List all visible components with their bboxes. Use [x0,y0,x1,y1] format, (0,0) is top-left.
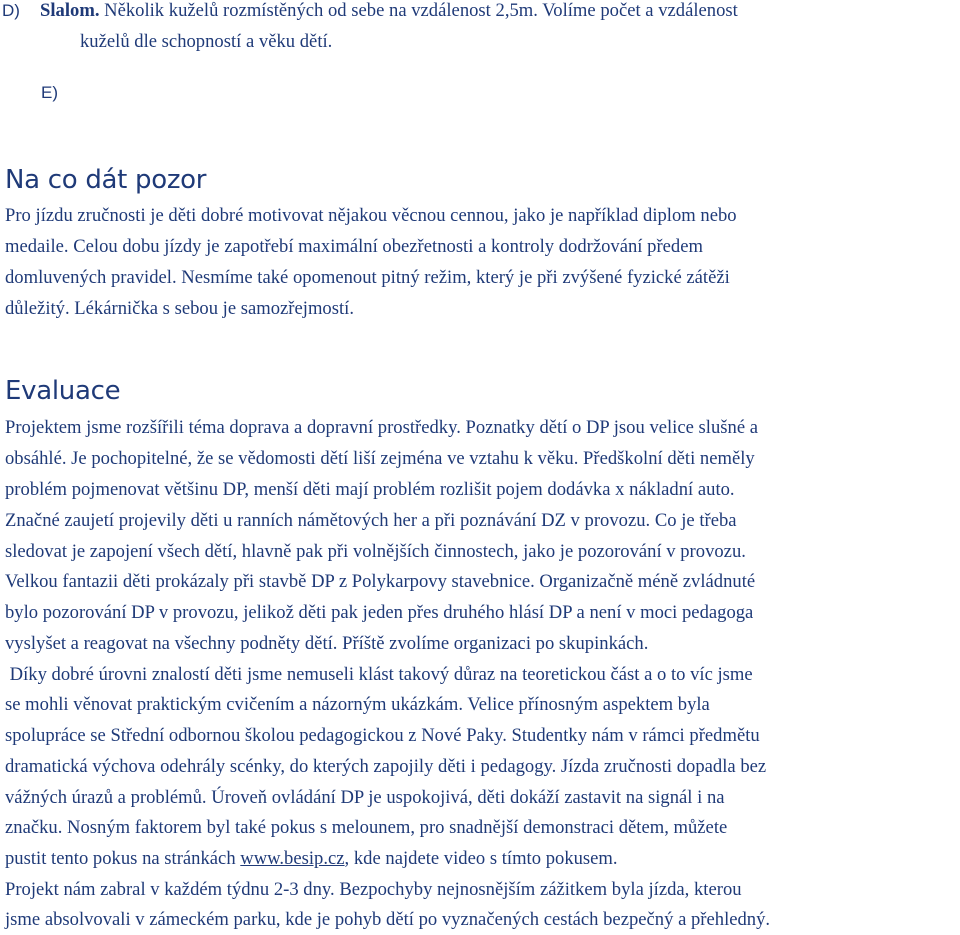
paragraph-line: obsáhlé. Je pochopitelné, že se vědomosti dětí liší zejména ve vztahu k věku. Předškolní děti neměly [5,448,755,469]
paragraph-line: domluvených pravidel. Nesmíme také opomenout pitný režim, který je při zvýšené fyzické zátěži [5,267,730,288]
paragraph-line: jsme absolvovali v zámeckém parku, kde je pohyb dětí po vyznačených cestách bezpečný a přehledný. [5,909,771,930]
list-item-d-text-continued: kuželů dle schopností a věku dětí. [80,31,333,52]
link-line-before: pustit tento pokus na stránkách [5,848,241,869]
paragraph-line: Projektem jsme rozšířili téma doprava a dopravní prostředky. Poznatky dětí o DP jsou velice slušné a [5,417,759,438]
paragraph-line: důležitý. Lékárnička s sebou je samozřejmostí. [5,298,354,319]
heading-evaluace: Evaluace [5,376,121,406]
list-marker-d: D) [2,1,20,20]
paragraph-line: Projekt nám zabral v každém týdnu 2-3 dny. Bezpochyby nejnosnějším zážitkem byla jízda, kterou [5,879,742,900]
paragraph-line: bylo pozorování DP v provozu, jelikož děti pak jeden přes druhého hlásí DP a není v moci pedagoga [5,602,754,623]
link-line-after: , kde najdete video s tímto pokusem. [344,848,618,869]
paragraph-line: medaile. Celou dobu jízdy je zapotřebí maximální obezřetnosti a kontroly dodržování předem [5,236,703,257]
paragraph-line: Velkou fantazii děti prokázaly při stavbě DP z Polykarpovy stavebnice. Organizačně méně zvládnuté [5,571,756,592]
paragraph-line: dramatická výchova odehrály scénky, do kterých zapojily děti i pedagogy. Jízda zručnosti dopadla bez [5,756,767,777]
paragraph-line: Pro jízdu zručnosti je děti dobré motivovat nějakou věcnou cennou, jako je například diplom nebo [5,205,737,226]
paragraph-line: se mohli věnovat praktickým cvičením a názorným ukázkám. Velice přínosným aspektem byla [5,694,710,715]
paragraph-line: Díky dobré úrovni znalostí děti jsme nemuseli klást takový důraz na teoretickou část a o to víc jsme [5,664,753,685]
list-item-d-title: Slalom. [40,0,100,21]
paragraph-line: značku. Nosným faktorem byl také pokus s melounem, pro snadnější demonstraci dětem, můžete [5,817,728,838]
paragraph-line-with-link [5,848,618,870]
paragraph-line: vyslyšet a reagovat na všechny podněty dětí. Příště zvolíme organizaci po skupinkách. [5,633,649,654]
paragraph-line: vážných úrazů a problémů. Úroveň ovládání DP je uspokojivá, děti dokáží zastavit na signál i na [5,787,725,808]
paragraph-line: spolupráce se Střední odbornou školou pedagogickou z Nové Paky. Studentky nám v rámci předmětu [5,725,760,746]
list-item-d [2,0,738,22]
paragraph-line: Značné zaujetí projevily děti u ranních námětových her a při poznávání DZ v provozu. Co je třeba [5,510,737,531]
paragraph-line: sledovat je zapojení všech dětí, hlavně pak při volnějších činnostech, jako je pozorování v provozu. [5,541,746,562]
heading-na-co-dat-pozor: Na co dát pozor [5,165,207,195]
list-item-d-text: Několik kuželů rozmístěných od sebe na vzdálenost 2,5m. Volíme počet a vzdálenost [99,0,738,21]
paragraph-line: problém pojmenovat většinu DP, menší děti mají problém rozlišit pojem dodávka x nákladní auto. [5,479,735,500]
list-marker-e: E) [41,83,59,102]
besip-link[interactable]: www.besip.cz [240,848,345,869]
